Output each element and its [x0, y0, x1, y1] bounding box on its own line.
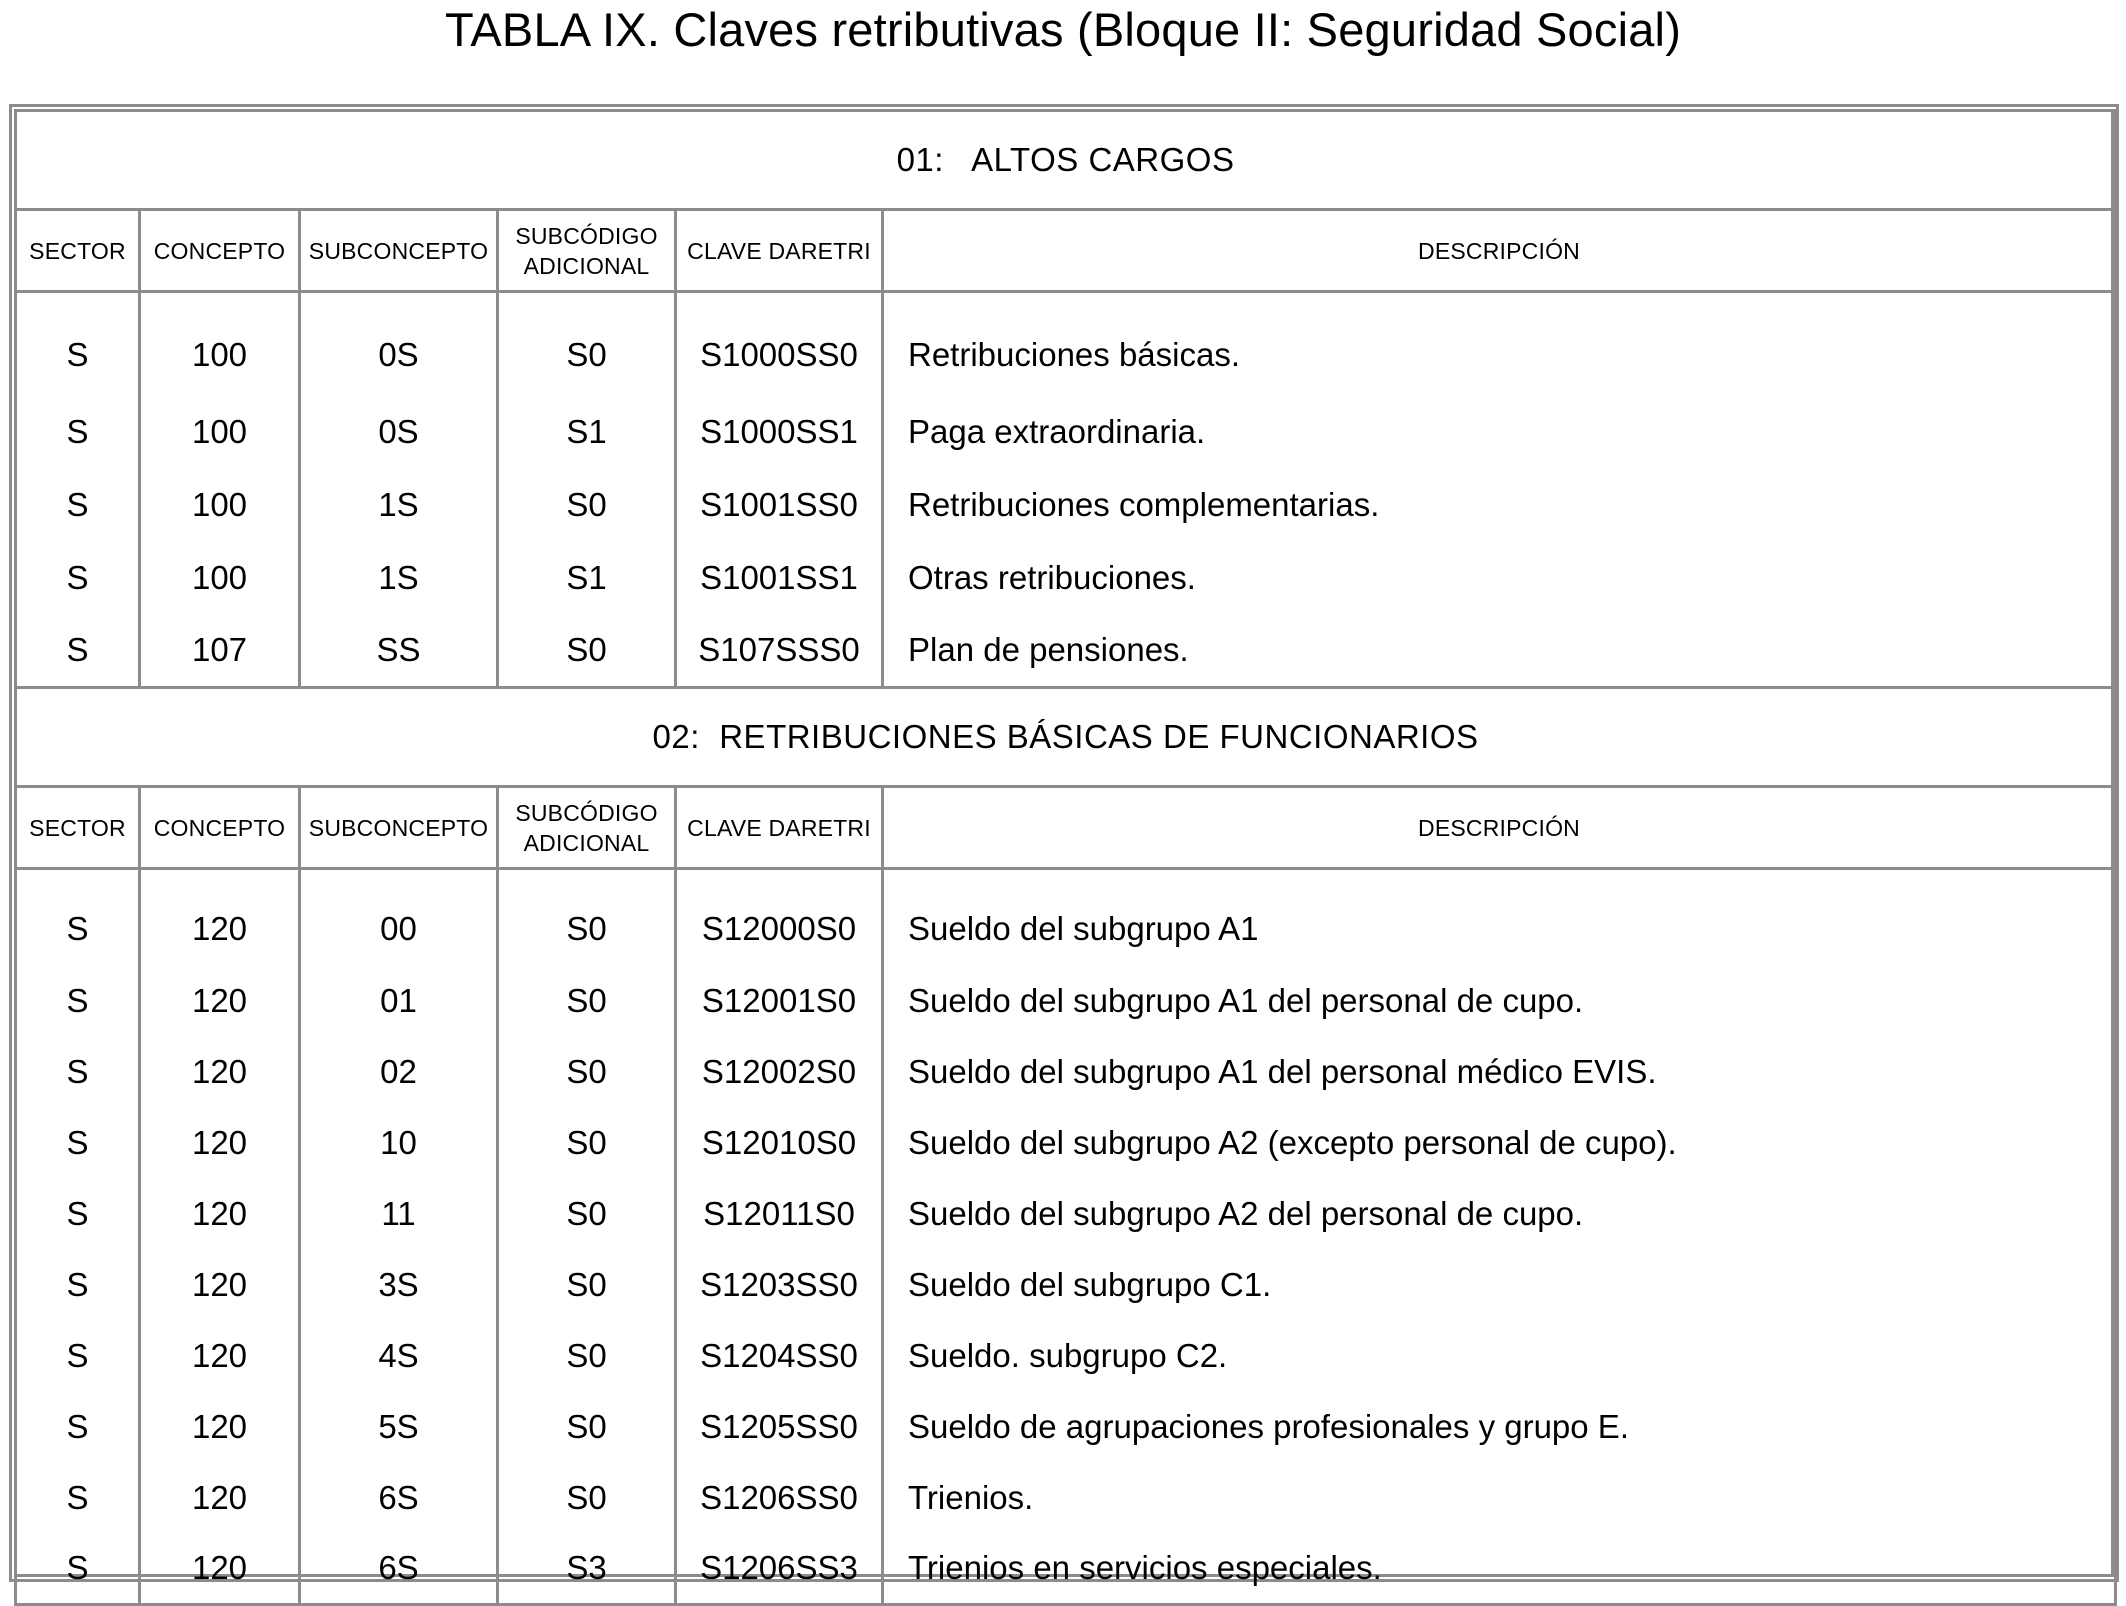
sector-cell: S — [16, 1463, 140, 1534]
descripcion-cell: Retribuciones básicas. — [883, 292, 2116, 396]
subconcepto-cell: 11 — [300, 1179, 498, 1250]
subcodigo-cell: S0 — [498, 1179, 676, 1250]
table-row — [16, 1463, 2116, 1534]
sector-cell: S — [16, 292, 140, 396]
column-header-clave: CLAVE DARETRI — [676, 787, 883, 869]
subconcepto-cell: 6S — [300, 1463, 498, 1534]
table-row — [16, 966, 2116, 1037]
concepto-cell: 100 — [140, 542, 300, 615]
subcodigo-cell: S0 — [498, 615, 676, 688]
concepto-cell: 100 — [140, 396, 300, 469]
clave-cell: S1204SS0 — [676, 1321, 883, 1392]
concepto-cell: 120 — [140, 1108, 300, 1179]
descripcion-cell: Sueldo del subgrupo C1. — [883, 1250, 2116, 1321]
subconcepto-cell: 3S — [300, 1250, 498, 1321]
column-header-row — [16, 787, 2116, 869]
subconcepto-cell: 5S — [300, 1392, 498, 1463]
subcodigo-cell: S0 — [498, 1392, 676, 1463]
clave-cell: S1000SS1 — [676, 396, 883, 469]
concepto-cell: 120 — [140, 869, 300, 966]
subconcepto-cell: SS — [300, 615, 498, 688]
column-header-subcodigo — [498, 787, 676, 869]
sector-cell: S — [16, 1037, 140, 1108]
table-row — [16, 1179, 2116, 1250]
clave-cell: S1000SS0 — [676, 292, 883, 396]
subconcepto-cell: 01 — [300, 966, 498, 1037]
clave-cell: S107SSS0 — [676, 615, 883, 688]
table-row — [16, 1108, 2116, 1179]
column-header-subcodigo-line2: ADICIONAL — [523, 252, 650, 279]
descripcion-cell: Sueldo. subgrupo C2. — [883, 1321, 2116, 1392]
subcodigo-cell: S0 — [498, 1321, 676, 1392]
claves-retributivas-table — [14, 109, 2117, 1606]
clave-cell: S12002S0 — [676, 1037, 883, 1108]
clave-cell: S1205SS0 — [676, 1392, 883, 1463]
column-header-subcodigo-line1: SUBCÓDIGO — [515, 222, 658, 249]
concepto-cell: 120 — [140, 1463, 300, 1534]
concepto-cell: 120 — [140, 1179, 300, 1250]
sector-cell: S — [16, 1108, 140, 1179]
subcodigo-cell: S0 — [498, 469, 676, 542]
section-heading: 02: RETRIBUCIONES BÁSICAS DE FUNCIONARIOS — [16, 688, 2116, 787]
concepto-cell: 100 — [140, 292, 300, 396]
column-header-subcodigo — [498, 210, 676, 292]
column-header-subcodigo-line1: SUBCÓDIGO — [515, 799, 658, 826]
subcodigo-cell: S0 — [498, 1108, 676, 1179]
table-row — [16, 1392, 2116, 1463]
concepto-cell: 120 — [140, 966, 300, 1037]
descripcion-cell: Sueldo del subgrupo A1 — [883, 869, 2116, 966]
column-header-descripcion: DESCRIPCIÓN — [883, 210, 2116, 292]
sector-cell: S — [16, 1321, 140, 1392]
table-row — [16, 469, 2116, 542]
section-heading-row — [16, 111, 2116, 210]
page-title: TABLA IX. Claves retributivas (Bloque II: Seguridad Social) — [444, 3, 1682, 56]
subcodigo-cell: S0 — [498, 292, 676, 396]
sector-cell: S — [16, 1179, 140, 1250]
column-header-row — [16, 210, 2116, 292]
sector-cell: S — [16, 1534, 140, 1605]
column-header-descripcion: DESCRIPCIÓN — [883, 787, 2116, 869]
descripcion-cell: Otras retribuciones. — [883, 542, 2116, 615]
column-header-subconcepto: SUBCONCEPTO — [300, 787, 498, 869]
concepto-cell: 120 — [140, 1037, 300, 1108]
concepto-cell: 107 — [140, 615, 300, 688]
clave-cell: S1001SS0 — [676, 469, 883, 542]
subconcepto-cell: 6S — [300, 1534, 498, 1605]
subconcepto-cell: 1S — [300, 469, 498, 542]
table-row — [16, 615, 2116, 688]
descripcion-cell: Trienios en servicios especiales. — [883, 1534, 2116, 1605]
section-heading-row — [16, 688, 2116, 787]
subcodigo-cell: S0 — [498, 1250, 676, 1321]
sector-cell: S — [16, 1250, 140, 1321]
table-row — [16, 1321, 2116, 1392]
column-header-subcodigo-line2: ADICIONAL — [523, 829, 650, 856]
concepto-cell: 120 — [140, 1534, 300, 1605]
clave-cell: S1203SS0 — [676, 1250, 883, 1321]
subcodigo-cell: S0 — [498, 1037, 676, 1108]
concepto-cell: 120 — [140, 1392, 300, 1463]
section-heading: 01: ALTOS CARGOS — [16, 111, 2116, 210]
clave-cell: S1001SS1 — [676, 542, 883, 615]
column-header-concepto: CONCEPTO — [140, 210, 300, 292]
column-header-subconcepto: SUBCONCEPTO — [300, 210, 498, 292]
subconcepto-cell: 0S — [300, 292, 498, 396]
sector-cell: S — [16, 396, 140, 469]
sector-cell: S — [16, 1392, 140, 1463]
column-header-concepto: CONCEPTO — [140, 787, 300, 869]
table-row — [16, 1250, 2116, 1321]
descripcion-cell: Sueldo del subgrupo A2 del personal de cupo. — [883, 1179, 2116, 1250]
descripcion-cell: Paga extraordinaria. — [883, 396, 2116, 469]
table-row — [16, 1037, 2116, 1108]
concepto-cell: 120 — [140, 1250, 300, 1321]
subcodigo-cell: S1 — [498, 396, 676, 469]
concepto-cell: 100 — [140, 469, 300, 542]
clave-cell: S12010S0 — [676, 1108, 883, 1179]
sector-cell: S — [16, 966, 140, 1037]
column-header-sector: SECTOR — [16, 787, 140, 869]
subcodigo-cell: S1 — [498, 542, 676, 615]
clave-cell: S12011S0 — [676, 1179, 883, 1250]
descripcion-cell: Retribuciones complementarias. — [883, 469, 2116, 542]
subconcepto-cell: 1S — [300, 542, 498, 615]
table-row — [16, 396, 2116, 469]
subconcepto-cell: 02 — [300, 1037, 498, 1108]
table-row — [16, 292, 2116, 396]
subconcepto-cell: 4S — [300, 1321, 498, 1392]
sector-cell: S — [16, 469, 140, 542]
column-header-sector: SECTOR — [16, 210, 140, 292]
table-row — [16, 542, 2116, 615]
table-row — [16, 1534, 2116, 1605]
subconcepto-cell: 00 — [300, 869, 498, 966]
descripcion-cell: Sueldo de agrupaciones profesionales y grupo E. — [883, 1392, 2116, 1463]
subconcepto-cell: 0S — [300, 396, 498, 469]
subconcepto-cell: 10 — [300, 1108, 498, 1179]
concepto-cell: 120 — [140, 1321, 300, 1392]
subcodigo-cell: S0 — [498, 1463, 676, 1534]
descripcion-cell: Plan de pensiones. — [883, 615, 2116, 688]
column-header-clave: CLAVE DARETRI — [676, 210, 883, 292]
sector-cell: S — [16, 542, 140, 615]
subcodigo-cell: S0 — [498, 869, 676, 966]
subcodigo-cell: S0 — [498, 966, 676, 1037]
clave-cell: S1206SS3 — [676, 1534, 883, 1605]
descripcion-cell: Sueldo del subgrupo A2 (excepto personal de cupo). — [883, 1108, 2116, 1179]
table-row — [16, 869, 2116, 966]
clave-cell: S12000S0 — [676, 869, 883, 966]
descripcion-cell: Sueldo del subgrupo A1 del personal de cupo. — [883, 966, 2116, 1037]
descripcion-cell: Trienios. — [883, 1463, 2116, 1534]
descripcion-cell: Sueldo del subgrupo A1 del personal médico EVIS. — [883, 1037, 2116, 1108]
sector-cell: S — [16, 615, 140, 688]
clave-cell: S12001S0 — [676, 966, 883, 1037]
subcodigo-cell: S3 — [498, 1534, 676, 1605]
clave-cell: S1206SS0 — [676, 1463, 883, 1534]
sector-cell: S — [16, 869, 140, 966]
